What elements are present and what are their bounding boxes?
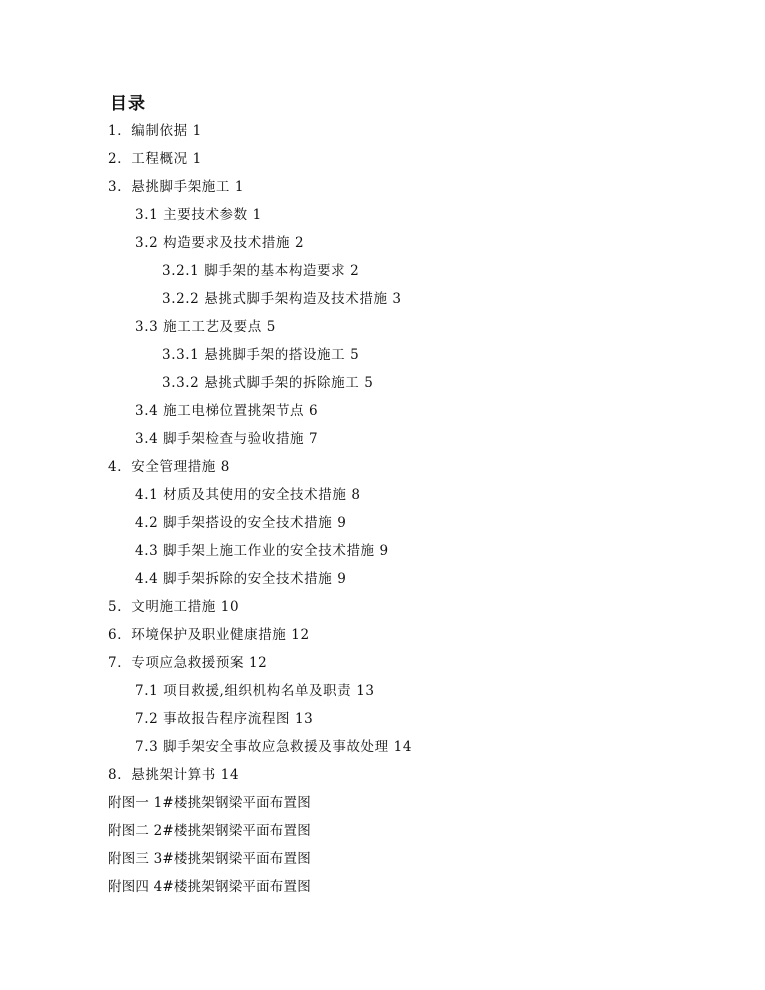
- toc-entry-4-4[interactable]: 4.4 脚手架拆除的安全技术措施 9: [135, 571, 347, 587]
- toc-appendix-2[interactable]: 附图二 2#楼挑架钢梁平面布置图: [108, 823, 311, 839]
- toc-entry-1[interactable]: 1．编制依据 1: [108, 123, 202, 139]
- toc-appendix-4[interactable]: 附图四 4#楼挑架钢梁平面布置图: [108, 879, 311, 895]
- toc-entry-3-2-1[interactable]: 3.2.1 脚手架的基本构造要求 2: [162, 263, 360, 279]
- toc-entry-2[interactable]: 2．工程概况 1: [108, 151, 202, 167]
- toc-entry-3-2[interactable]: 3.2 构造要求及技术措施 2: [135, 235, 305, 251]
- toc-entry-3-3[interactable]: 3.3 施工工艺及要点 5: [135, 319, 276, 335]
- toc-entry-3-3-2[interactable]: 3.3.2 悬挑式脚手架的拆除施工 5: [162, 375, 374, 391]
- toc-entry-3-4-a[interactable]: 3.4 施工电梯位置挑架节点 6: [135, 403, 319, 419]
- toc-entry-7[interactable]: 7．专项应急救援预案 12: [108, 655, 268, 671]
- toc-entry-3-3-1[interactable]: 3.3.1 悬挑脚手架的搭设施工 5: [162, 347, 360, 363]
- toc-entry-4[interactable]: 4．安全管理措施 8: [108, 459, 230, 475]
- toc-entry-5[interactable]: 5．文明施工措施 10: [108, 599, 240, 615]
- toc-appendix-1[interactable]: 附图一 1#楼挑架钢梁平面布置图: [108, 795, 311, 811]
- toc-entry-3-4-b[interactable]: 3.4 脚手架检查与验收措施 7: [135, 431, 319, 447]
- toc-entry-7-3[interactable]: 7.3 脚手架安全事故应急救援及事故处理 14: [135, 739, 413, 755]
- toc-entry-3-1[interactable]: 3.1 主要技术参数 1: [135, 207, 262, 223]
- toc-list: [0, 117, 765, 901]
- toc-entry-7-1[interactable]: 7.1 项目救援,组织机构名单及职责 13: [135, 683, 375, 699]
- toc-entry-7-2[interactable]: 7.2 事故报告程序流程图 13: [135, 711, 314, 727]
- toc-appendix-3[interactable]: 附图三 3#楼挑架钢梁平面布置图: [108, 851, 311, 867]
- toc-entry-4-3[interactable]: 4.3 脚手架上施工作业的安全技术措施 9: [135, 543, 389, 559]
- toc-entry-4-2[interactable]: 4.2 脚手架搭设的安全技术措施 9: [135, 515, 347, 531]
- toc-entry-3-2-2[interactable]: 3.2.2 悬挑式脚手架构造及技术措施 3: [162, 291, 402, 307]
- toc-entry-8[interactable]: 8．悬挑架计算书 14: [108, 767, 240, 783]
- toc-title: 目录: [110, 94, 146, 114]
- toc-entry-6[interactable]: 6．环境保护及职业健康措施 12: [108, 627, 310, 643]
- toc-entry-3[interactable]: 3．悬挑脚手架施工 1: [108, 179, 245, 195]
- toc-entry-4-1[interactable]: 4.1 材质及其使用的安全技术措施 8: [135, 487, 361, 503]
